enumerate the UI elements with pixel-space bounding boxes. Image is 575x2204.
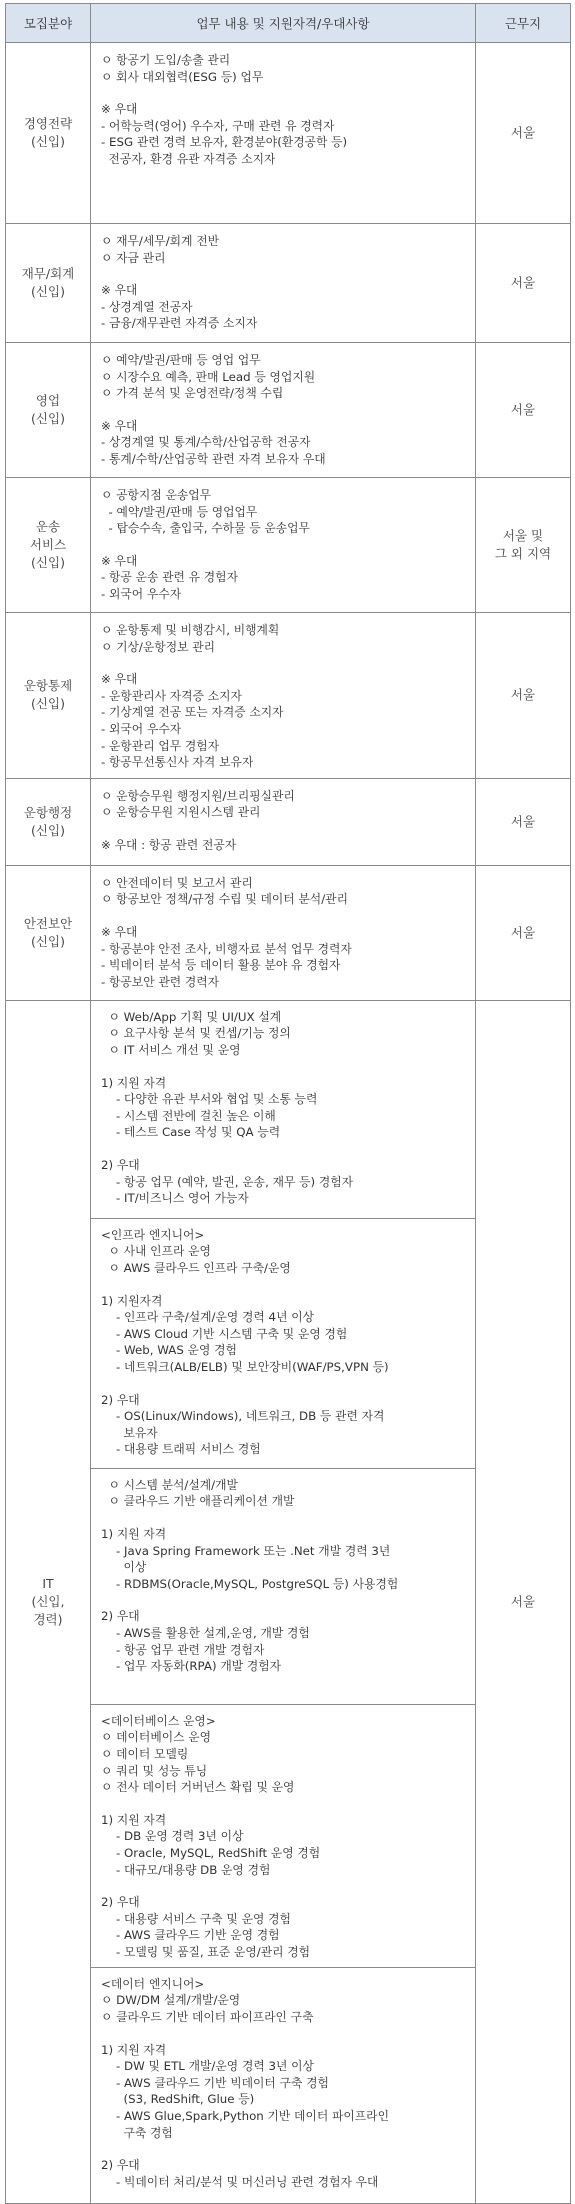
- table-row: [6, 43, 571, 224]
- field-cell: [6, 1000, 91, 2203]
- table-row: [6, 224, 571, 343]
- blank-line: [101, 266, 469, 282]
- field-cell: [6, 43, 91, 224]
- duty-line: - AWS Glue,Spark,Python 기반 데이터 파이프라인: [101, 2108, 389, 2123]
- blank-line: [101, 1796, 469, 1812]
- duty-line: - IT/비즈니스 영어 가능자: [101, 1191, 249, 1206]
- location-cell: [476, 778, 571, 865]
- duty-line: ㅇ 운항승무원 행정지원/브리핑실관리: [101, 788, 295, 803]
- duty-line: ㅇ 시장수요 예측, 판매 Lead 등 영업지원: [101, 369, 316, 384]
- duty-line: ㅇ Web/App 기획 및 UI/UX 설계: [101, 1009, 282, 1024]
- duty-line: - 다양한 유관 부서와 협업 및 소통 능력: [101, 1092, 318, 1107]
- duty-line: ※ 우대: [101, 418, 138, 433]
- location-label: 서울: [510, 402, 536, 417]
- field-label: 운송 서비스 (신입): [29, 519, 67, 570]
- duty-line: ※ 우대: [101, 672, 138, 687]
- location-label: 서울: [510, 924, 536, 940]
- duty-line: 2) 우대: [101, 2158, 140, 2173]
- duty-line: - 시스템 전반에 걸친 높은 이해: [101, 1108, 276, 1123]
- duty-line: - 탑승수속, 출입국, 수하물 등 운송업무: [101, 521, 310, 536]
- duty-line: ㅇ 회사 대외협력(ESG 등) 업무: [101, 69, 264, 84]
- duty-line: 1) 지원자격: [101, 1293, 163, 1308]
- location-cell: [476, 478, 571, 613]
- field-label: 영업 (신입): [31, 393, 65, 426]
- duty-line: ㅇ 예약/발권/판매 등 영업 업무: [101, 353, 261, 367]
- location-label: 서울: [510, 813, 536, 829]
- blank-line: [101, 1878, 469, 1894]
- duties-cell: [91, 224, 476, 343]
- duty-line: - 상경계열 및 통계/수학/산업공학 전공자: [101, 435, 311, 450]
- header-duties: 업무 내용 및 지원자격/우대사항: [91, 4, 476, 43]
- duty-line: ※ 우대: [101, 924, 138, 939]
- duty-line: ㅇ 항공기 도입/송출 관리: [101, 53, 231, 67]
- duty-line: - OS(Linux/Windows), 네트워크, DB 등 관련 자격: [101, 1409, 385, 1424]
- duty-line: - AWS 클라우드 기반 운영 경험: [101, 1928, 280, 1943]
- header-location: 근무지: [476, 4, 571, 43]
- location-label: 서울: [510, 1593, 536, 1609]
- duty-line: <데이터 엔지니어>: [101, 1976, 205, 1991]
- duty-line: 2) 우대: [101, 1895, 140, 1910]
- table-row: [6, 613, 571, 779]
- location-label: 서울: [510, 275, 536, 290]
- blank-line: [101, 1277, 469, 1293]
- duty-line: - 항공 운송 관련 유 경험자: [101, 570, 238, 585]
- table-row: [6, 778, 571, 865]
- duty-line: - Web, WAS 운영 경험: [101, 1343, 237, 1358]
- location-cell: [476, 343, 571, 478]
- duty-line: ㅇ DW/DM 설계/개발/운영: [101, 1993, 241, 2008]
- table-header-row: [6, 4, 571, 43]
- duty-line: ㅇ 전사 데이터 거버넌스 확립 및 운영: [101, 1780, 295, 1795]
- duty-line: - 운항관리 업무 경험자: [101, 738, 220, 753]
- blank-line: [101, 85, 469, 101]
- duty-line: ㅇ 기상/운항정보 관리: [101, 639, 216, 654]
- duty-line: - 외국어 우수자: [101, 721, 182, 736]
- duty-line: - 항공보안 관련 경력자: [101, 974, 220, 989]
- blank-line: [101, 1376, 469, 1392]
- duty-line: - 대용량 서비스 구축 및 운영 경험: [101, 1911, 291, 1926]
- duty-line: 1) 지원 자격: [101, 2042, 167, 2057]
- duty-line: ㅇ 재무/세무/회계 전반: [101, 234, 220, 248]
- duty-line: ㅇ 데이터 모델링: [101, 1746, 189, 1761]
- duty-line: - 운항관리사 자격증 소지자: [101, 688, 242, 703]
- location-cell: [476, 865, 571, 1000]
- duty-line: ㅇ 공항지점 운송업무: [101, 488, 212, 502]
- duty-line: ㅇ 클라우드 기반 애플리케이션 개발: [101, 1494, 295, 1509]
- duties-cell: [91, 865, 476, 1000]
- duty-line: ㅇ 사내 인프라 운영: [101, 1244, 211, 1259]
- field-label: 안전보안 (신입): [23, 915, 73, 949]
- duty-line: - 통계/수학/산업공학 관련 자격 보유자 우대: [101, 451, 326, 466]
- location-label: 서울: [510, 687, 536, 703]
- location-cell: [476, 613, 571, 779]
- duties-cell: [91, 1967, 476, 2203]
- duty-line: ㅇ 자금 관리: [101, 250, 166, 265]
- duty-line: - 빅데이터 분석 등 데이터 활용 분야 유 경험자: [101, 958, 341, 973]
- duty-line: ㅇ 데이터베이스 운영: [101, 1730, 212, 1745]
- duty-line: 구축 경험: [101, 2125, 173, 2140]
- field-label: 운항행정 (신입): [23, 804, 73, 838]
- duty-line: 2) 우대: [101, 1392, 140, 1407]
- location-label: 서울 및 그 외 지역: [494, 528, 552, 561]
- duty-line: ㅇ 안전데이터 및 보고서 관리: [101, 875, 253, 890]
- location-cell: [476, 1000, 571, 2203]
- duties-cell: [91, 43, 476, 224]
- duties-cell: [91, 1468, 476, 1704]
- location-cell: [476, 224, 571, 343]
- duty-line: <인프라 엔지니어>: [101, 1227, 205, 1242]
- duty-line: - Oracle, MySQL, RedShift 운영 경험: [101, 1845, 321, 1860]
- duty-line: ㅇ 운항통제 및 비행감시, 비행계획: [101, 623, 280, 637]
- duty-line: - 항공 업무 관련 개발 경험자: [101, 1642, 265, 1657]
- duties-cell: [91, 778, 476, 865]
- blank-line: [101, 655, 469, 671]
- blank-line: [101, 1592, 469, 1608]
- duty-line: - 대용량 트래픽 서비스 경험: [101, 1442, 261, 1457]
- blank-line: [101, 2141, 469, 2157]
- duty-line: - 항공무선통신사 자격 보유자: [101, 755, 254, 770]
- field-label: 경영전략 (신입): [23, 116, 73, 149]
- duty-line: ㅇ 가격 분석 및 운영전략/정책 수립: [101, 386, 284, 401]
- duty-line: - 예약/발권/판매 등 영업업무: [101, 504, 258, 519]
- duty-line: ㅇ 운항승무원 지원시스템 관리: [101, 805, 261, 820]
- duties-cell: [91, 1218, 476, 1468]
- blank-line: [101, 908, 469, 924]
- duty-line: 1) 지원 자격: [101, 1526, 167, 1541]
- blank-line: [101, 1510, 469, 1526]
- location-label: 서울: [510, 125, 536, 140]
- table-row: [6, 478, 571, 613]
- duty-line: ※ 우대: [101, 553, 138, 568]
- duty-line: 1) 지원 자격: [101, 1075, 167, 1090]
- duty-line: - AWS Cloud 기반 시스템 구축 및 운영 경험: [101, 1326, 348, 1341]
- duty-line: - AWS 클라우드 기반 빅데이터 구축 경험: [101, 2075, 329, 2090]
- duty-line: ㅇ 요구사항 분석 및 컨셉/기능 정의: [101, 1026, 291, 1041]
- duty-line: 전공자, 환경 유관 자격증 소지자: [101, 151, 276, 166]
- field-cell: [6, 478, 91, 613]
- field-label: 재무/회계 (신입): [21, 266, 75, 299]
- duty-line: ※ 우대: [101, 102, 138, 117]
- duties-cell: [91, 343, 476, 478]
- field-cell: [6, 778, 91, 865]
- duty-line: - DW 및 ETL 개발/운영 경력 3년 이상: [101, 2059, 314, 2074]
- job-posting-table: [5, 3, 571, 2204]
- duty-line: - 어학능력(영어) 우수자, 구매 관련 유 경력자: [101, 118, 335, 133]
- duty-line: - 빅데이터 처리/분석 및 머신러닝 관련 경험자 우대: [101, 2174, 379, 2189]
- duty-line: - RDBMS(Oracle,MySQL, PostgreSQL 등) 사용경험: [101, 1576, 399, 1591]
- duty-line: - AWS를 활용한 설계,운영, 개발 경험: [101, 1625, 310, 1640]
- duty-line: ㅇ 클라우드 기반 데이터 파이프라인 구축: [101, 2009, 314, 2024]
- duty-line: ※ 우대 : 항공 관련 전공자: [101, 837, 237, 852]
- field-cell: [6, 343, 91, 478]
- duty-line: <데이터베이스 운영>: [101, 1713, 216, 1728]
- duty-line: - ESG 관련 경력 보유자, 환경분야(환경공학 등): [101, 135, 348, 150]
- duties-cell: [91, 1000, 476, 1218]
- duty-line: ※ 우대: [101, 283, 138, 298]
- duty-line: - 항공 업무 (예약, 발권, 운송, 재무 등) 경험자: [101, 1174, 354, 1189]
- blank-line: [101, 2026, 469, 2042]
- duty-line: ㅇ 시스템 분석/설계/개발: [101, 1477, 238, 1492]
- duty-line: 보유자: [101, 1425, 158, 1440]
- duty-line: ㅇ 항공보안 정책/규정 수립 및 데이터 분석/관리: [101, 892, 348, 907]
- duty-line: ㅇ AWS 클라우드 인프라 구축/운영: [101, 1260, 291, 1275]
- duty-line: - 상경계열 전공자: [101, 299, 193, 314]
- duty-line: 이상: [101, 1560, 147, 1575]
- duty-line: ㅇ IT 서비스 개선 및 운영: [101, 1042, 241, 1057]
- field-cell: [6, 865, 91, 1000]
- duties-cell: [91, 613, 476, 779]
- duty-line: 2) 우대: [101, 1157, 140, 1172]
- table-row: [6, 1000, 571, 1218]
- duty-line: - 항공분야 안전 조사, 비행자료 분석 업무 경력자: [101, 941, 352, 956]
- blank-line: [101, 821, 469, 837]
- field-cell: [6, 224, 91, 343]
- field-label: 운항통제 (신입): [23, 678, 73, 712]
- table-row: [6, 343, 571, 478]
- duty-line: 1) 지원 자격: [101, 1812, 167, 1827]
- blank-line: [101, 1141, 469, 1157]
- duty-line: - 금융/재무관련 자격증 소지자: [101, 316, 258, 331]
- duty-line: (S3, RedShift, Glue 등): [101, 2092, 255, 2107]
- table-row: [6, 865, 571, 1000]
- duty-line: ㅇ 쿼리 및 성능 튜닝: [101, 1763, 208, 1778]
- duty-line: - 인프라 구축/설계/운영 경력 4년 이상: [101, 1310, 315, 1325]
- field-label: IT (신입, 경력): [31, 1575, 65, 1627]
- duty-line: - 대규모/대용량 DB 운영 경험: [101, 1862, 271, 1877]
- blank-line: [101, 1059, 469, 1075]
- duty-line: - 외국어 우수자: [101, 586, 182, 601]
- table-body: [6, 43, 571, 2204]
- location-cell: [476, 43, 571, 224]
- duty-line: - 업무 자동화(RPA) 개발 경험자: [101, 1659, 282, 1674]
- blank-line: [101, 537, 469, 553]
- duty-line: - Java Spring Framework 또는 .Net 개발 경력 3년: [101, 1543, 391, 1558]
- duty-line: 2) 우대: [101, 1609, 140, 1624]
- header-field: 모집분야: [6, 4, 91, 43]
- duty-line: - 기상계열 전공 또는 자격증 소지자: [101, 705, 284, 720]
- field-cell: [6, 613, 91, 779]
- duties-cell: [91, 1704, 476, 1967]
- duty-line: - 네트워크(ALB/ELB) 및 보안장비(WAF/PS,VPN 등): [101, 1359, 389, 1374]
- duties-cell: [91, 478, 476, 613]
- duty-line: - 테스트 Case 작성 및 QA 능력: [101, 1125, 281, 1140]
- duty-line: - 모델링 및 품질, 표준 운영/관리 경험: [101, 1944, 311, 1959]
- blank-line: [101, 402, 469, 418]
- duty-line: - DB 운영 경력 3년 이상: [101, 1829, 244, 1844]
